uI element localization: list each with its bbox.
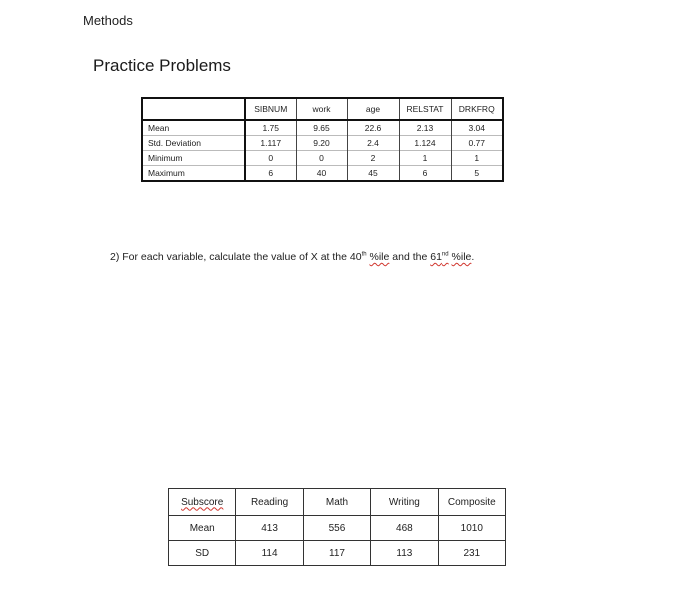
- table-row: [142, 120, 503, 136]
- spellcheck-number: [430, 251, 448, 263]
- table-cell: 113: [371, 541, 438, 566]
- table-cell: 2: [347, 151, 399, 166]
- question-prefix: 2) For each variable, calculate the value of X at the 40: [110, 251, 362, 263]
- column-header: age: [347, 98, 399, 120]
- column-header: Writing: [371, 489, 438, 516]
- page-title: Practice Problems: [93, 56, 231, 75]
- table-row: [142, 136, 503, 151]
- table-cell: 3.04: [468, 123, 486, 133]
- table-cell: 0: [296, 151, 347, 166]
- table-cell: 2.4: [347, 136, 399, 151]
- table-cell: 9.65: [296, 120, 347, 136]
- row-label: Maximum: [142, 166, 245, 182]
- table-row: [169, 516, 506, 541]
- section-label: Methods: [83, 13, 133, 28]
- row-label: Std. Deviation: [142, 136, 245, 151]
- table-cell: 1.75: [245, 120, 296, 136]
- column-header: [169, 489, 236, 516]
- table-row: [169, 541, 506, 566]
- column-header: RELSTAT: [399, 98, 451, 120]
- table-cell: 468: [371, 516, 438, 541]
- table-cell: 22.6: [347, 120, 399, 136]
- table-cell: 2.13: [399, 120, 451, 136]
- stats-corner-cell: [142, 98, 245, 120]
- spellcheck-word: Subscore: [181, 496, 224, 508]
- ordinal-suffix: nd: [441, 251, 449, 258]
- row-label: Minimum: [142, 151, 245, 166]
- table-cell: 45: [347, 166, 399, 182]
- row-label: SD: [169, 541, 236, 566]
- column-header: SIBNUM: [245, 98, 296, 120]
- table-cell: 5: [451, 166, 503, 182]
- table-cell: 6: [245, 166, 296, 182]
- descriptive-stats-table: [141, 97, 504, 182]
- spellcheck-word: %ile: [451, 251, 472, 263]
- table-cell: 9.20: [296, 136, 347, 151]
- table-cell: 1010: [438, 516, 505, 541]
- ordinal-number: 61: [430, 251, 442, 263]
- table-header-row: [169, 489, 506, 516]
- table-row: [142, 151, 503, 166]
- question-text: [110, 251, 474, 263]
- table-cell: 413: [236, 516, 303, 541]
- column-header: Math: [303, 489, 370, 516]
- column-header: work: [296, 98, 347, 120]
- subscore-table: [168, 488, 506, 566]
- column-header: Composite: [438, 489, 505, 516]
- table-cell: 114: [236, 541, 303, 566]
- ordinal-suffix: th: [361, 251, 367, 258]
- table-cell: 6: [399, 166, 451, 182]
- table-cell: 1: [399, 151, 451, 166]
- table-cell: 40: [296, 166, 347, 182]
- table-cell: 1.124: [399, 136, 451, 151]
- row-label: Mean: [142, 120, 245, 136]
- table-cell: 1: [451, 151, 503, 166]
- question-middle: and the: [389, 251, 431, 263]
- spellcheck-word: %ile: [369, 251, 390, 263]
- question-end: .: [471, 251, 475, 263]
- table-row: [142, 166, 503, 182]
- table-cell: 1.117: [245, 136, 296, 151]
- column-header: DRKFRQ: [451, 98, 503, 120]
- table-cell: 556: [303, 516, 370, 541]
- column-header: Reading: [236, 489, 303, 516]
- stats-header-row: [142, 98, 503, 120]
- table-cell: 0: [245, 151, 296, 166]
- table-cell: 117: [303, 541, 370, 566]
- table-cell: 0.77: [451, 136, 503, 151]
- table-cell: 231: [438, 541, 505, 566]
- row-label: Mean: [169, 516, 236, 541]
